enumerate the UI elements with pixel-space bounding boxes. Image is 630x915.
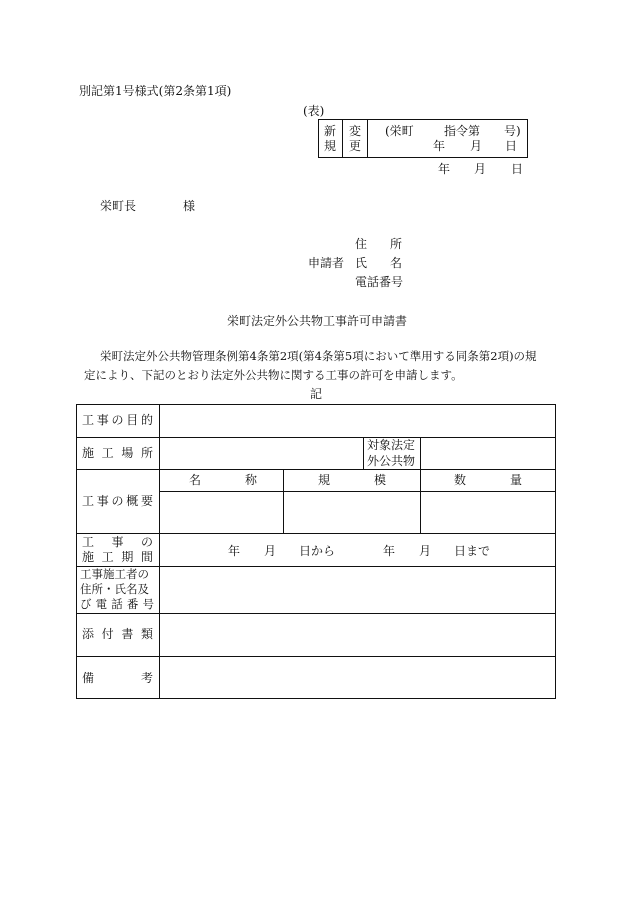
body-line-1: 栄町法定外公共物管理条例第4条第2項(第4条第5項において準用する同条第2項)の規 bbox=[100, 349, 537, 363]
row-label-contractor-line3: び 電 話 番 号 bbox=[80, 597, 154, 611]
date-month: 月 bbox=[474, 162, 487, 176]
date-day: 日 bbox=[511, 162, 524, 176]
row-label-contractor-line1: 工事施工者の bbox=[80, 567, 149, 581]
row-label-purpose: 工 事 の 目 的 bbox=[82, 413, 153, 427]
overview-scale-input[interactable] bbox=[284, 492, 419, 532]
period-end-month: 月 bbox=[419, 544, 432, 558]
period-start-year: 年 bbox=[228, 544, 241, 558]
body-line-2: 定により、下記のとおり法定外公共物に関する工事の許可を申請します。 bbox=[84, 368, 463, 382]
attachments-input[interactable] bbox=[160, 614, 555, 655]
stamp-change-top: 変 bbox=[349, 124, 362, 138]
addressee-honorific: 様 bbox=[183, 199, 196, 213]
contractor-input[interactable] bbox=[160, 567, 555, 612]
overview-quantity-input[interactable] bbox=[421, 492, 555, 532]
overview-name-input[interactable] bbox=[160, 492, 282, 532]
addressee-name: 栄町長 bbox=[100, 199, 137, 213]
stamp-new-top: 新 bbox=[324, 124, 337, 138]
row-label-location: 施 工 場 所 bbox=[82, 446, 153, 460]
applicant-name-label: 氏 名 bbox=[355, 256, 402, 270]
stamp-year: 年 bbox=[433, 139, 446, 153]
period-start-month: 月 bbox=[264, 544, 277, 558]
front-label: (表) bbox=[303, 104, 325, 118]
stamp-directive: 指令第 bbox=[444, 124, 481, 138]
target-label-line2: 外公共物 bbox=[367, 454, 416, 468]
stamp-month: 月 bbox=[470, 139, 483, 153]
purpose-input[interactable] bbox=[160, 405, 555, 436]
stamp-number-close: 号) bbox=[504, 124, 521, 138]
period-end-year: 年 bbox=[383, 544, 396, 558]
target-label-line1: 対象法定 bbox=[367, 438, 416, 452]
row-label-contractor-line2: 住所・氏名及 bbox=[80, 582, 149, 596]
stamp-sakae-prefix: (栄町 bbox=[385, 124, 414, 138]
col-header-quantity: 数 量 bbox=[454, 473, 522, 487]
col-header-name: 名 称 bbox=[189, 473, 257, 487]
row-label-overview: 工 事 の 概 要 bbox=[82, 494, 153, 508]
location-input[interactable] bbox=[160, 438, 362, 468]
period-end-day: 日まで bbox=[454, 544, 491, 558]
target-input[interactable] bbox=[421, 438, 555, 468]
stamp-new-bottom: 規 bbox=[324, 139, 337, 153]
row-label-remarks: 備 考 bbox=[82, 671, 153, 685]
stamp-day: 日 bbox=[505, 139, 518, 153]
stamp-change-bottom: 更 bbox=[349, 139, 362, 153]
row-label-attachments: 添 付 書 類 bbox=[82, 627, 153, 641]
row-label-period-line2: 施 工 期 間 bbox=[82, 550, 153, 564]
applicant-address-label: 住 所 bbox=[355, 237, 402, 251]
ki-label: 記 bbox=[310, 387, 323, 401]
row-label-period-line1: 工 事 の bbox=[82, 535, 153, 549]
remarks-input[interactable] bbox=[160, 657, 555, 698]
col-header-scale: 規 模 bbox=[318, 473, 386, 487]
document-title: 栄町法定外公共物工事許可申請書 bbox=[227, 314, 408, 328]
period-start-day: 日から bbox=[299, 544, 336, 558]
applicant-role: 申請者 bbox=[308, 256, 345, 270]
date-year: 年 bbox=[438, 162, 451, 176]
form-number: 別記第1号様式(第2条第1項) bbox=[79, 84, 232, 98]
applicant-phone-label: 電話番号 bbox=[355, 275, 404, 289]
